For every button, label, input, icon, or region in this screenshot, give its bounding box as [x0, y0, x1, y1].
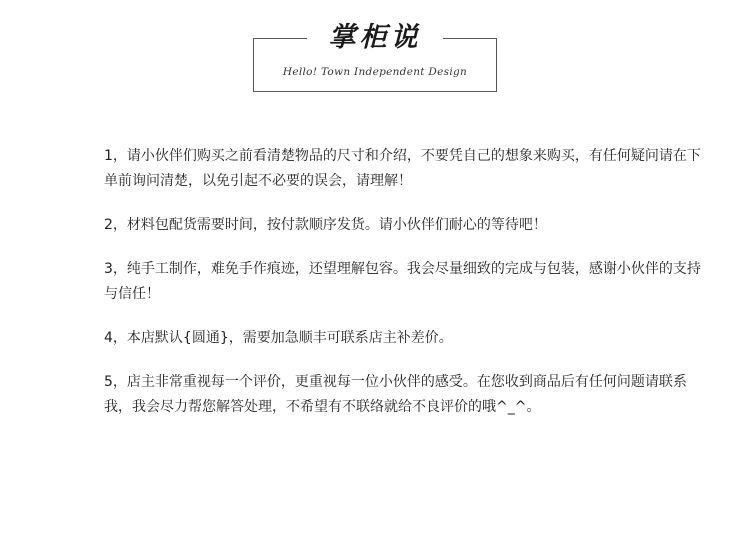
note-item-4: 4，本店默认{圆通}，需要加急顺丰可联系店主补差价。 — [104, 330, 453, 346]
page-title: 掌柜说 — [328, 22, 422, 53]
note-item-3: 3，纯手工制作，难免手作痕迹，还望理解包容。我会尽量细致的完成与包装，感谢小伙伴的支持与信任！ — [104, 261, 701, 302]
header-frame-top-right — [443, 38, 497, 39]
page-subtitle: Hello! Town Independent Design — [282, 66, 468, 78]
note-item-1: 1，请小伙伴们购买之前看清楚物品的尺寸和介绍，不要凭自己的想象来购买，有任何疑问请在下单前询问清楚，以免引起不必要的误会，请理解！ — [104, 148, 701, 189]
header-frame-top-left — [253, 38, 307, 39]
shop-notes-list — [104, 144, 704, 439]
note-item-5: 5，店主非常重视每一个评价，更重视每一位小伙伴的感受。在您收到商品后有任何问题请联系我，我会尽力帮您解答处理，不希望有不联络就给不良评价的哦^_^。 — [104, 374, 687, 415]
note-item-2: 2，材料包配货需要时间，按付款顺序发货。请小伙伴们耐心的等待吧！ — [104, 217, 547, 233]
